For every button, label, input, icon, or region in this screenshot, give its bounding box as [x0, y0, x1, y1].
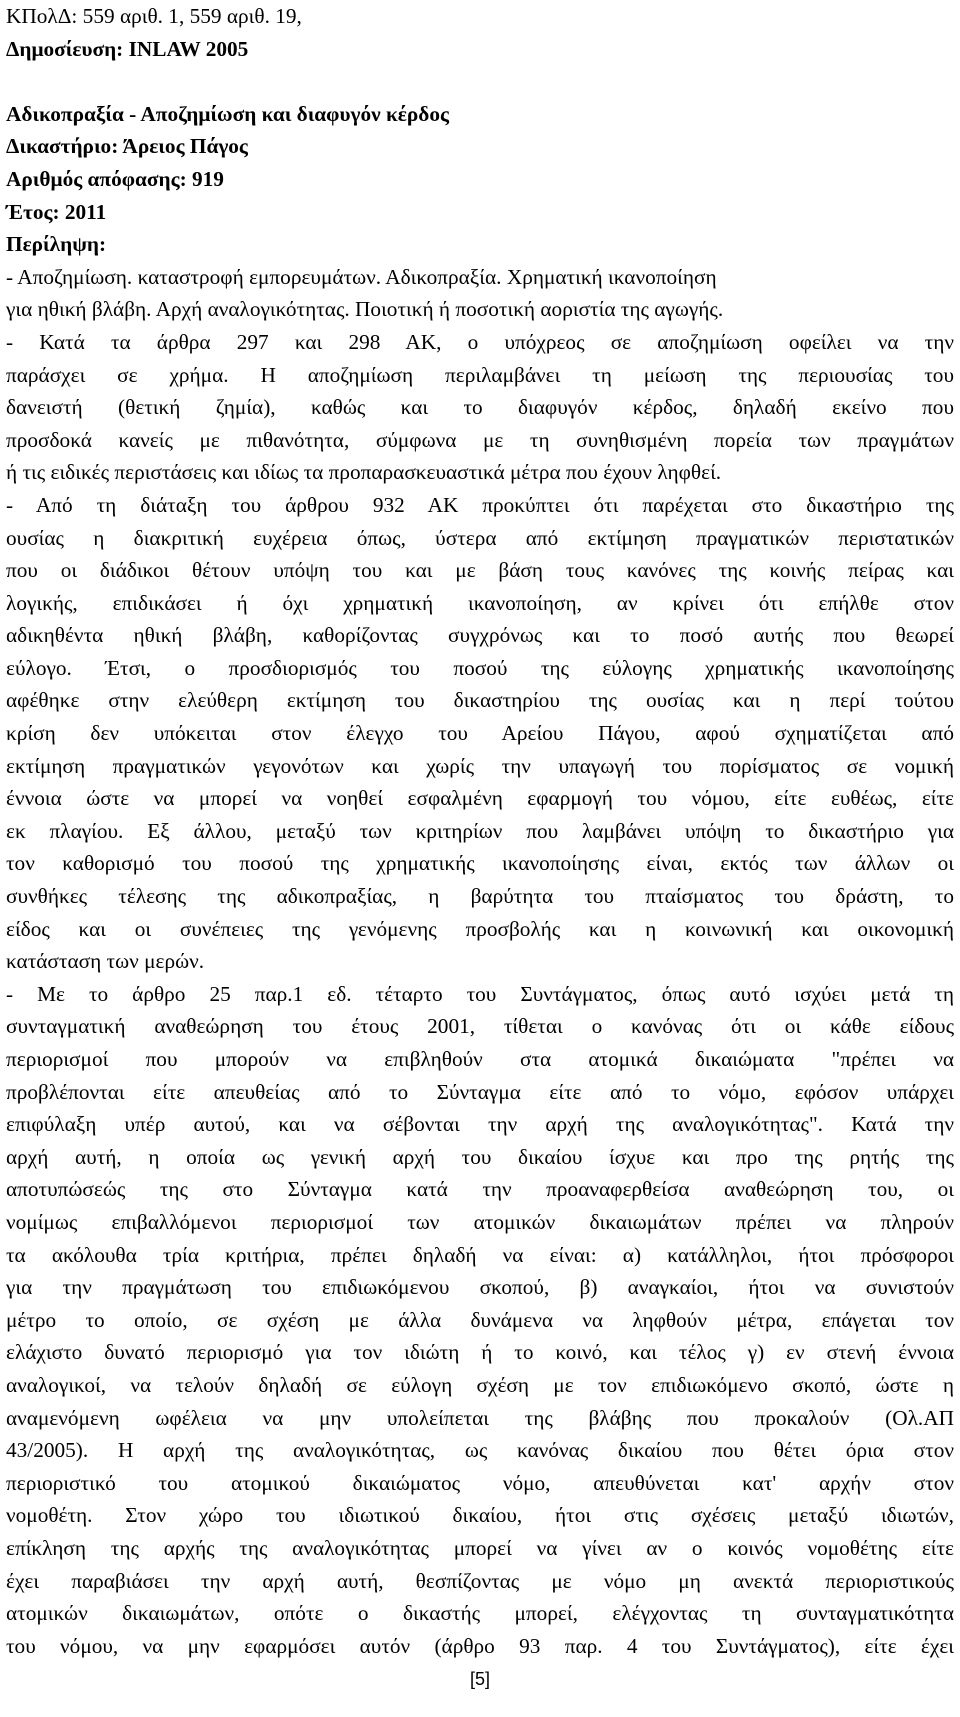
text-line: νομοθέτη. Στον χώρο του ιδιωτικού δικαίου, ήτοι στις σχέσεις μεταξύ ιδιωτών,	[6, 1503, 954, 1528]
text-line: αποτυπώσεώς της στο Σύνταγμα κατά την προαναφερθείσα αναθεώρηση του, οι	[6, 1177, 954, 1202]
text-line: τα ακόλουθα τρία κριτήρια, πρέπει δηλαδή να είναι: α) κατάλληλοι, ήτοι πρόσφοροι	[6, 1242, 954, 1267]
text-line: μέτρο το οποίο, σε σχέση με άλλα δυνάμενα να ληφθούν μέτρα, επάγεται τον	[6, 1307, 954, 1332]
text-line: περιορισμοί που μπορούν να επιβληθούν στα ατομικά δικαιώματα "πρέπει να	[6, 1047, 954, 1071]
text-line: ελάχιστο δυνατό περιορισμό για τον ιδιώτη ή το κοινό, και τέλος γ) εν στενή έννοια	[6, 1340, 954, 1365]
text-line: αναμενόμενη ωφέλεια να μην υπολείπεται της βλάβης που προκαλούν (Ολ.ΑΠ	[6, 1405, 954, 1430]
decision-number-line: Αριθμός απόφασης: 919	[6, 166, 224, 191]
document-page	[6, 0, 954, 1662]
text-line: νομίμως επιβαλλόμενοι περιορισμοί των ατομικών δικαιωμάτων πρέπει να πληρούν	[6, 1209, 954, 1234]
text-line: εύλογο. Έτσι, ο προσδιορισμός του ποσού της εύλογης χρηματικής ικανοποίησης	[6, 655, 954, 680]
text-line: που οι διάδικοι θέτουν υπόψη του και με βάση τους κανόνες της κοινής πείρας και	[6, 558, 954, 583]
summary-label: Περίληψη:	[6, 232, 107, 257]
subject-line: Αδικοπραξία - Αποζημίωση και διαφυγόν κέρδος	[6, 101, 449, 126]
year-line: Έτος: 2011	[6, 199, 107, 224]
text-line: του νόμου, να μην εφαρμόσει αυτόν (άρθρο 93 παρ. 4 του Συντάγματος), είτε έχει	[6, 1633, 954, 1658]
text-line: για την πραγμάτωση του επιδιωκόμενου σκοπού, β) αναγκαίοι, ήτοι να συνιστούν	[6, 1275, 954, 1300]
text-line: ή τις ειδικές περιστάσεις και ιδίως τα προπαρασκευαστικά μέτρα που έχουν ληφθεί.	[6, 460, 722, 485]
text-line: αρχή αυτή, η οποία ως γενική αρχή του δικαίου ίσχυε και προ της ρητής της	[6, 1144, 954, 1169]
text-line: - Από τη διάταξη του άρθρου 932 ΑΚ προκύπτει ότι παρέχεται στο δικαστήριο της	[6, 492, 954, 517]
text-line: - Με το άρθρο 25 παρ.1 εδ. τέταρτο του Συντάγματος, όπως αυτό ισχύει μετά τη	[6, 981, 954, 1006]
text-line: έχει παραβιάσει την αρχή αυτή, θεσπίζοντας με νόμο μη ανεκτά περιοριστικούς	[6, 1568, 954, 1593]
text-line: λογικής, επιδικάσει ή όχι χρηματική ικανοποίηση, αν κρίνει ότι επήλθε στον	[6, 590, 954, 615]
text-line: για ηθική βλάβη. Αρχή αναλογικότητας. Ποιοτική ή ποσοτική αοριστία της αγωγής.	[6, 297, 724, 322]
text-line: επιφύλαξη υπέρ αυτού, και να σέβονται την αρχή της αναλογικότητας". Κατά την	[6, 1112, 954, 1137]
page-number: [5]	[469, 1669, 490, 1689]
text-line: ατομικών δικαιωμάτων, οπότε ο δικαστής μπορεί, ελέγχοντας τη συνταγματικότητα	[6, 1601, 954, 1626]
citation-line: ΚΠολΔ: 559 αριθ. 1, 559 αριθ. 19,	[6, 4, 302, 28]
text-line: είδος και οι συνέπειες της γενόμενης προσβολής και η κοινωνική και οικονομική	[6, 916, 954, 941]
text-line: προβλέπονται είτε απευθείας από το Σύνταγμα είτε από το νόμο, εφόσον υπάρχει	[6, 1079, 954, 1104]
text-line: τον καθορισμό του ποσού της χρηματικής ικανοποίησης είναι, εκτός των άλλων οι	[6, 851, 954, 876]
text-line: εκτίμηση πραγματικών γεγονότων και χωρίς την υπαγωγή του πορίσματος σε νομική	[6, 753, 954, 778]
text-line: αδικηθέντα ηθική βλάβη, καθορίζοντας συγχρόνως και το ποσό αυτής που θεωρεί	[6, 623, 954, 648]
text-line: παράσχει σε χρήμα. Η αποζημίωση περιλαμβάνει τη μείωση της περιουσίας του	[6, 362, 954, 387]
text-line: 43/2005). Η αρχή της αναλογικότητας, ως κανόνας δικαίου που θέτει όρια στον	[6, 1438, 954, 1463]
text-line: συνθήκες τέλεσης της αδικοπραξίας, η βαρύτητα του πταίσματος του δράστη, το	[6, 884, 954, 909]
text-line: αφέθηκε στην ελεύθερη εκτίμηση του δικαστηρίου της ουσίας και η περί τούτου	[6, 688, 954, 713]
text-line: έννοια ώστε να μπορεί να νοηθεί εσφαλμένη εφαρμογή του νόμου, είτε ευθέως, είτε	[6, 786, 954, 811]
text-line: εκ πλαγίου. Εξ άλλου, μεταξύ των κριτηρίων που λαμβάνει υπόψη το δικαστήριο για	[6, 818, 954, 843]
publication-line: Δημοσίευση: INLAW 2005	[6, 36, 249, 61]
blank-line	[6, 65, 954, 98]
text-line: προσδοκά κανείς με πιθανότητα, σύμφωνα με τη συνηθισμένη πορεία των πραγμάτων	[6, 427, 954, 452]
text-line: συνταγματική αναθεώρηση του έτους 2001, τίθεται ο κανόνας ότι οι κάθε είδους	[6, 1014, 954, 1039]
text-line: δανειστή (θετική ζημία), καθώς και το διαφυγόν κέρδος, δηλαδή εκείνο που	[6, 395, 954, 420]
text-line: κατάσταση των μερών.	[6, 949, 205, 974]
text-line: περιοριστικό του ατομικού δικαιώματος νόμο, απευθύνεται κατ' αρχήν στον	[6, 1470, 954, 1495]
text-line: επίκληση της αρχής της αναλογικότητας μπορεί να γίνει αν ο κοινός νομοθέτης είτε	[6, 1535, 954, 1560]
summary-body	[6, 261, 954, 1663]
text-line: - Κατά τα άρθρα 297 και 298 ΑΚ, ο υπόχρεος σε αποζημίωση οφείλει να την	[6, 329, 954, 354]
text-line: αναλογικοί, να τελούν δηλαδή σε εύλογη σχέση με τον επιδιωκόμενο σκοπό, ώστε η	[6, 1372, 954, 1397]
text-line: κρίση δεν υπόκειται στον έλεγχο του Αρείου Πάγου, αφού σχηματίζεται από	[6, 721, 954, 746]
court-line: Δικαστήριο: Άρειος Πάγος	[6, 134, 248, 159]
text-line: ουσίας η διακριτική ευχέρεια όπως, ύστερα από εκτίμηση πραγματικών περιστατικών	[6, 525, 954, 550]
text-line: - Αποζημίωση. καταστροφή εμπορευμάτων. Αδικοπραξία. Χρηματική ικανοποίηση	[6, 264, 717, 289]
